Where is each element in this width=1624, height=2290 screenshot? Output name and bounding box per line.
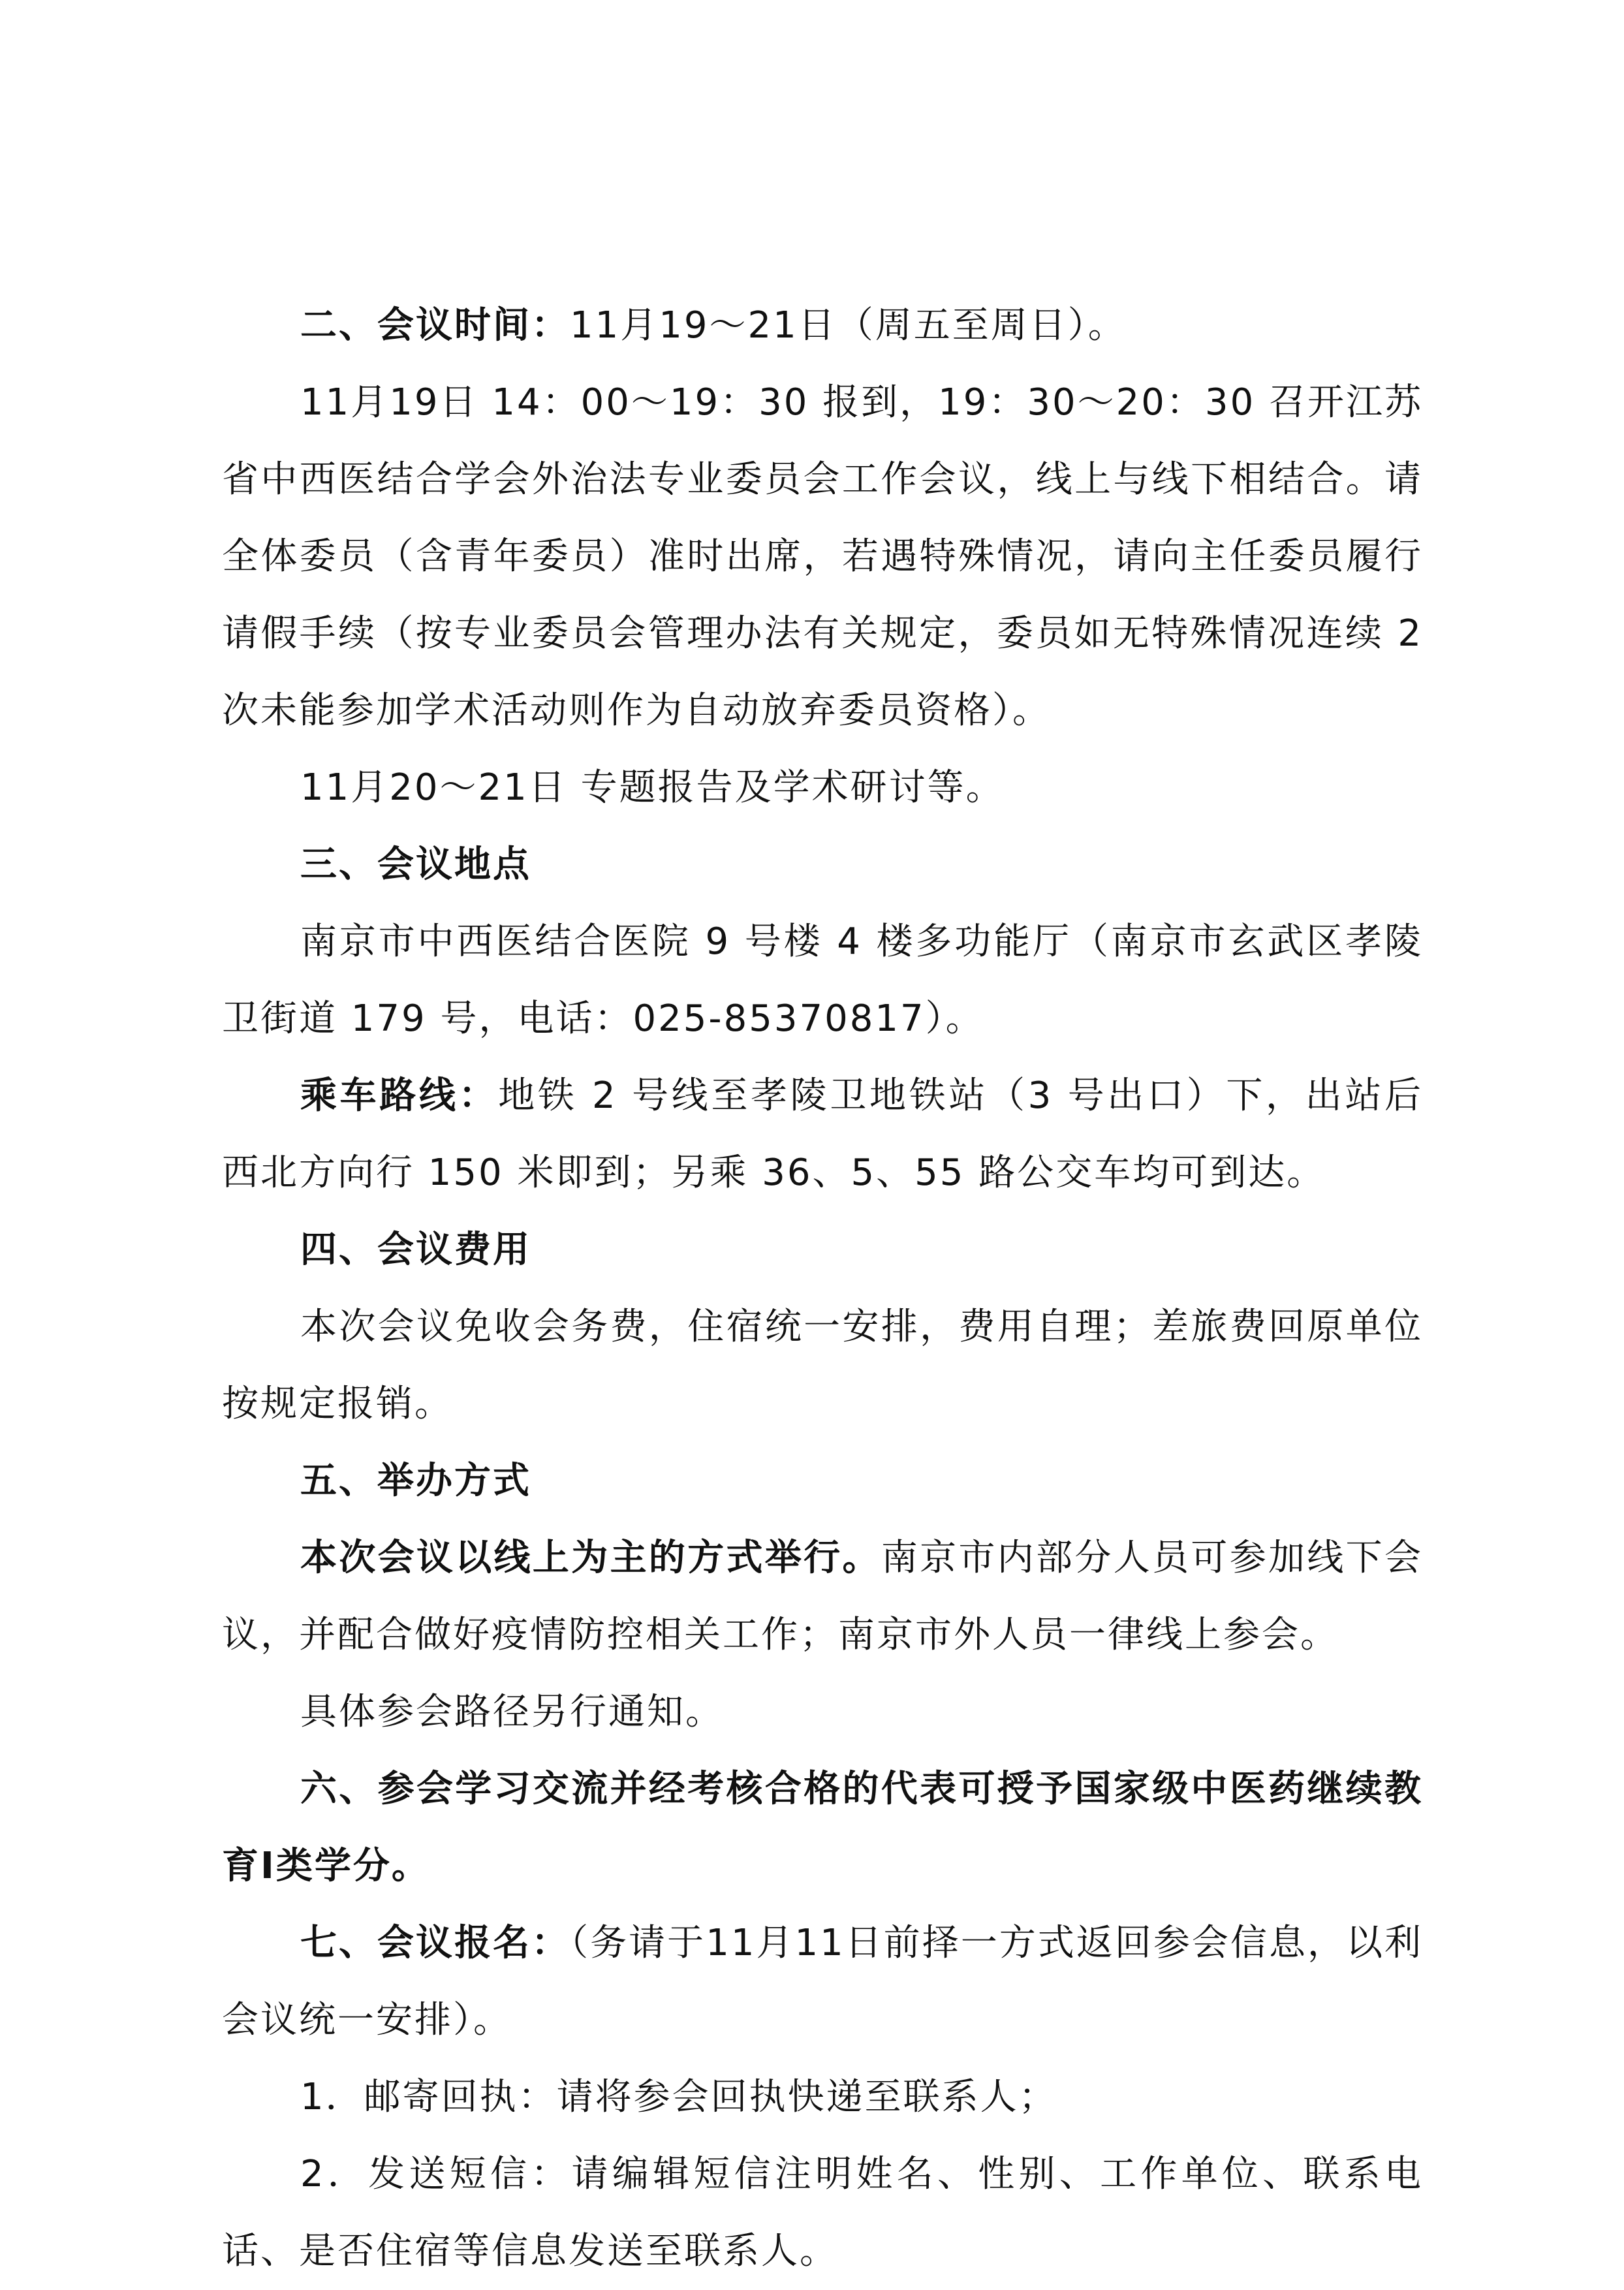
route-label: 乘车路线： — [300, 1074, 499, 1117]
section-7-text: （务请于11月11日前择一方式返回参会信息，以利会议统一安排）。 — [222, 1922, 1424, 2041]
paragraph-venue: 南京市中西医结合医院 9 号楼 4 楼多功能厅（南京市玄武区孝陵卫街道 179 号，电话：025-85370817）。 — [222, 920, 1423, 1040]
section-2-heading: 二、会议时间： — [300, 304, 570, 347]
route-text: 地铁 2 号线至孝陵卫地铁站（3 号出口）下，出站后西北方向行 150 米即到；另乘 36、5、55 路公交车均可到达。 — [222, 1074, 1423, 1194]
section-5-heading: 五、举办方式 — [300, 1460, 531, 1502]
section-2-text: 11月19～21日（周五至周日）。 — [570, 304, 1127, 347]
section-3-heading: 三、会议地点 — [300, 843, 531, 886]
method-text: 南京市内部分人员可参加线下会议，并配合做好疫情防控相关工作；南京市外人员一律线上参会。 — [222, 1537, 1424, 1656]
paragraph-nov19-schedule: 11月19日 14：00～19：30 报到，19：30～20：30 召开江苏省中西医结合学会外治法专业委员会工作会议，线上与线下相结合。请全体委员（含青年委员）准时出席，若遇特殊情况，请向主任委员履行请假手续（按专业委员会管理办法有关规定，委员如无特殊情况连续 2 次未能参加学术活动则作为自动放弃委员资格）。 — [222, 381, 1423, 732]
paragraph-route — [222, 1058, 1423, 1212]
section-7-registration — [222, 1905, 1423, 2059]
section-7-heading: 七、会议报名： — [300, 1922, 570, 1964]
method-bold-text: 本次会议以线上为主的方式举行。 — [300, 1537, 881, 1579]
section-2-meeting-time — [222, 287, 1423, 364]
section-4-heading: 四、会议费用 — [300, 1229, 531, 1271]
list-item-mail: 1．邮寄回执：请将参会回执快递至联系人； — [300, 2076, 1057, 2118]
paragraph-fee: 本次会议免收会务费，住宿统一安排，费用自理；差旅费回原单位按规定报销。 — [222, 1306, 1423, 1425]
paragraph-path: 具体参会路径另行通知。 — [300, 1691, 724, 1733]
paragraph-nov20-schedule: 11月20～21日 专题报告及学术研讨等。 — [300, 766, 1005, 809]
paragraph-method — [222, 1520, 1423, 1674]
list-item-sms: 2．发送短信：请编辑短信注明姓名、性别、工作单位、联系电话、是否住宿等信息发送至联系人。 — [222, 2153, 1423, 2272]
section-6-heading: 六、参会学习交流并经考核合格的代表可授予国家级中医药继续教育Ⅰ类学分。 — [222, 1768, 1423, 1887]
document-body — [222, 287, 1423, 2290]
